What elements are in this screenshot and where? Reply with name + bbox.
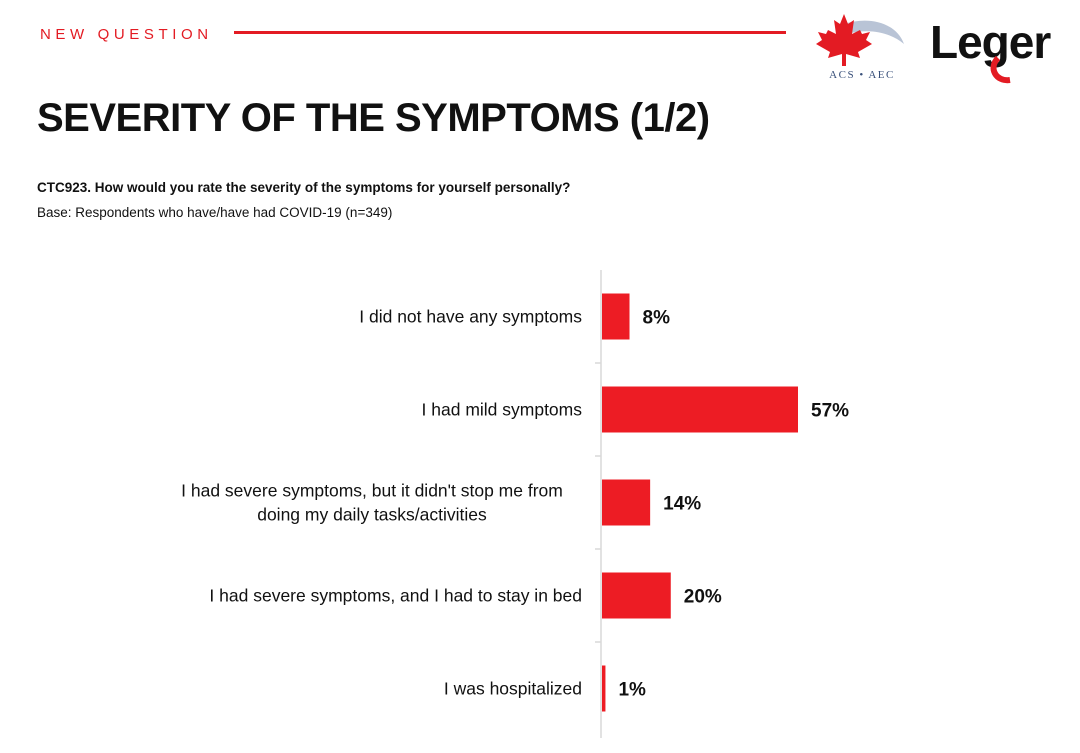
- bar: [602, 480, 650, 526]
- survey-base: Base: Respondents who have/have had COVID-19 (n=349): [37, 205, 393, 220]
- bar: [602, 573, 671, 619]
- bar: [602, 387, 798, 433]
- category-label: I was hospitalized: [443, 678, 582, 699]
- category-label: doing my daily tasks/activities: [257, 504, 487, 525]
- data-label: 8%: [642, 307, 670, 329]
- page-title: SEVERITY OF THE SYMPTOMS (1/2): [37, 96, 710, 140]
- bar: [602, 666, 605, 712]
- acs-logo-text: ACS • AEC: [829, 69, 895, 81]
- bar: [602, 294, 630, 340]
- category-label: I had severe symptoms, and I had to stay in bed: [209, 585, 582, 606]
- survey-question: CTC923. How would you rate the severity of the symptoms for yourself personally?: [37, 180, 571, 195]
- data-label: 57%: [811, 400, 850, 422]
- category-label: I had mild symptoms: [421, 399, 582, 420]
- data-label: 14%: [663, 493, 702, 515]
- category-label: I had severe symptoms, but it didn't stop me from: [181, 480, 563, 501]
- section-label: NEW QUESTION: [40, 26, 213, 43]
- leger-logo-text: Leger: [930, 16, 1051, 68]
- data-label: 1%: [618, 679, 646, 701]
- category-label: I did not have any symptoms: [359, 306, 582, 327]
- data-label: 20%: [683, 586, 722, 608]
